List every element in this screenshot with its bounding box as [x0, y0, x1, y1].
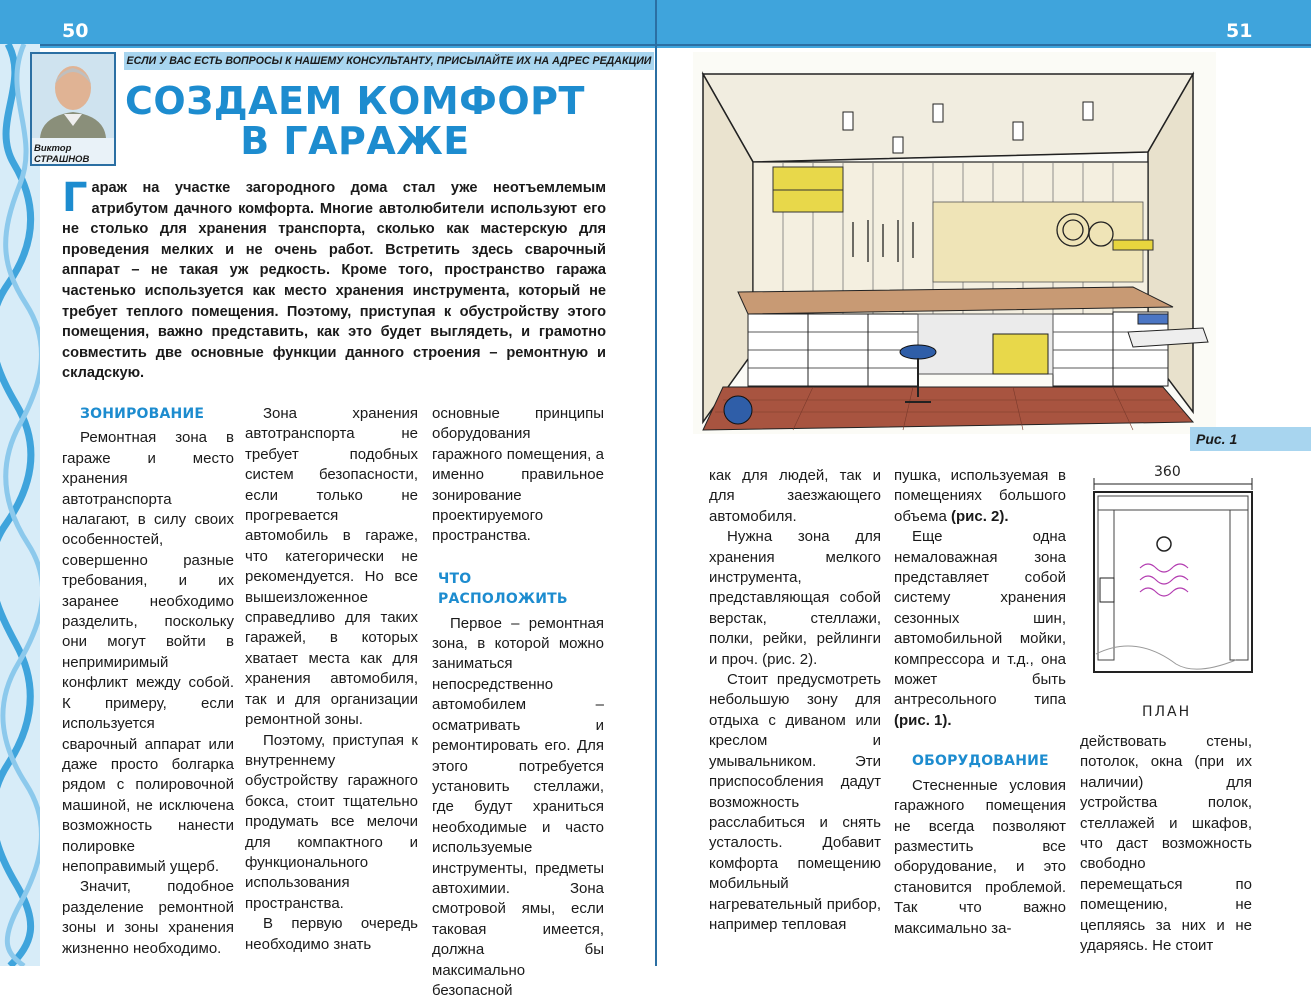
heading-what-to-place: ЧТО РАСПОЛОЖИТЬ	[438, 570, 568, 608]
author-last-name: СТРАШНОВ	[34, 154, 90, 165]
col2-paragraph-1: Зона хранения автотранспорта не требует подобных систем безопасности, если только не прогревается автомобиль в гараже, что категорически не рекомендуется. Но все вышеизложенное справедливо для таких гаражей, в которых хватает места как для хранения автомобиля, так и для организации ремонтной зоны.	[245, 405, 418, 729]
col1-paragraph-2: Значит, подобное разделение ремонтной зоны и зоны хранения жизненно необходимо.	[62, 878, 234, 957]
top-rule-right	[657, 44, 1311, 46]
col3-paragraph-2: Первое – ремонтная зона, в которой можно заниматься непосредственно автомобилем – осматривать и ремонтировать его. Для этого потребуется установить стеллажи, где будут храниться необходимые и часто используемые инструменты, предметы автохимии. Зона смотровой ямы, если таковая имеется, должна бы максимально безопасной	[432, 614, 604, 999]
heading-equipment: ОБОРУДОВАНИЕ	[912, 753, 1049, 770]
column-3	[432, 404, 604, 1001]
article-title-line1: СОЗДАЕМ КОМФОРТ	[125, 79, 585, 123]
author-portrait-image	[32, 54, 114, 138]
col2-paragraph-2: Поэтому, приступая к внутреннему обустройству гаражного бокса, стоит тщательно продумать все мелочи для компактного и функционального использования пространства.	[245, 731, 418, 912]
figure-caption: Рис. 1	[1190, 427, 1311, 451]
column-1	[62, 404, 234, 959]
col4-paragraph-1: как для людей, так и для заезжающего автомобиля.	[709, 467, 881, 525]
decorative-wave-border	[0, 44, 40, 966]
col4-paragraph-2: Нужна зона для хранения мелкого инструмента, представляющая собой верстак, стеллажи, полки, рейки, рейлинги и проч. (рис. 2).	[709, 528, 881, 668]
author-first-name: Виктор	[34, 143, 72, 154]
col6-paragraph-1: действовать стены, потолок, окна (при их наличии) для устройства полок, стеллажей и шкафов, что даст возможность свободно перемещаться по помещению, не цепляясь за них и не ударяясь. Не стоит	[1080, 733, 1252, 955]
top-bar-right	[657, 0, 1311, 48]
garage-illustration	[693, 52, 1216, 434]
lead-paragraph	[62, 175, 606, 384]
col5-paragraph-3: Стесненные условия гаражного помещения не всегда позволяют разместить все оборудование, и это становится проблемой. Так что важно максимально за-	[894, 776, 1066, 937]
plan-dimension: 360	[1154, 464, 1181, 480]
col3-paragraph-1: основные принципы оборудования гаражного помещения, а именно правильное зонирование проектируемого пространства.	[432, 405, 604, 545]
column-4	[709, 466, 881, 935]
spread-gutter	[655, 0, 657, 966]
page-number-right: 51	[1226, 20, 1253, 42]
column-5	[894, 466, 1066, 939]
top-rule-left	[0, 44, 655, 46]
plan-label: ПЛАН	[1142, 704, 1192, 720]
page-number-left: 50	[62, 20, 89, 42]
col4-paragraph-3: Стоит предусмотреть небольшую зону для отдыха с диваном или креслом и умывальником. Эти приспособления дадут возможность расслабиться и снять усталость. Добавит комфорта помещению мобильный нагревательный прибор, например тепловая	[709, 671, 881, 933]
col5-paragraph-1: пушка, используемая в помещениях большого объема	[894, 467, 1066, 525]
top-bar-left	[0, 0, 655, 48]
column-2	[245, 404, 418, 955]
fig2-reference: (рис. 2).	[950, 507, 1009, 525]
fig1-reference: (рис. 1).	[894, 711, 952, 729]
col1-paragraph-1: Ремонтная зона в гараже и место хранения автотранспорта налагают, в силу своих особенностей, совершенно разные требования, и их заранее необходимо разделить, поскольку они могут войти в непримиримый конфликт между собой. К примеру, если используется сварочный аппарат или даже просто болгарка рядом с полировочной машиной, не исключена возможность нанести полировке непоправимый ущерб.	[62, 429, 234, 875]
consultant-note: ЕСЛИ У ВАС ЕСТЬ ВОПРОСЫ К НАШЕМУ КОНСУЛЬТАНТУ, ПРИСЫЛАЙТЕ ИХ НА АДРЕС РЕДАКЦИИ	[124, 52, 654, 70]
lead-text: араж на участке загородного дома стал уже неотъемлемым атрибутом дачного комфорта. Многие автолюбители используют его не столько для хранения транспорта, сколько как мастерскую для проведения мелких и не очень работ. Встретить здесь сварочный аппарат – не такая уж редкость. Кроме того, пространство гаража частенько используется как место хранения инструмента, который не требует теплого помещения. Поэтому, приступая к обустройству этого помещения, важно представить, как это будет выглядеть, и грамотно совместить две основные функции данного строения – ремонтную и складскую.	[62, 180, 606, 382]
col5-paragraph-2: Еще одна немаловажная зона представляет собой систему хранения сезонных шин, автомобильной мойки, компрессора и т.д., она может быть антресольного типа	[894, 528, 1066, 709]
author-photo	[30, 52, 116, 166]
col2-paragraph-3: В первую очередь необходимо знать	[245, 915, 418, 953]
drop-cap: Г	[62, 175, 88, 221]
article-title-line2: В ГАРАЖЕ	[240, 119, 470, 163]
column-6	[1080, 732, 1252, 956]
heading-zoning: ЗОНИРОВАНИЕ	[80, 406, 205, 422]
floor-plan-sketch	[1080, 458, 1266, 728]
